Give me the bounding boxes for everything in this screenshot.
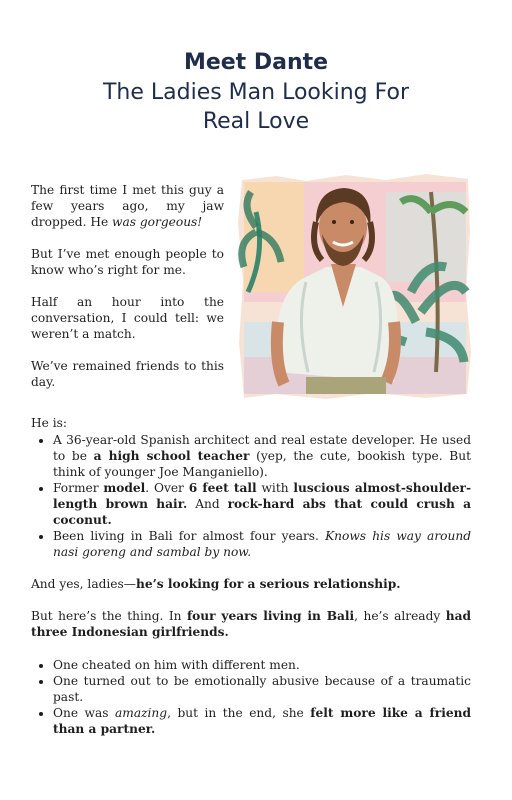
- girlfriend-item-1: • One cheated on him with different men.: [53, 657, 471, 673]
- girlfriend-item-3-bold: felt more like a friend than a partner.: [53, 706, 471, 736]
- he-is-item-1-bold: a high school teacher: [93, 449, 250, 463]
- intro-text: [31, 182, 224, 406]
- main-text: [31, 415, 471, 737]
- he-is-item-2-text-4: And: [187, 497, 228, 511]
- he-is-item-3-italic: Knows his way around nasi goreng and sambal by now.: [53, 529, 471, 559]
- he-is-item-3: [53, 528, 471, 560]
- he-is-item-2-bold-1: model: [103, 481, 146, 495]
- he-is-item-2-bold-4: rock-hard abs that could crush a coconut.: [53, 497, 472, 527]
- girlfriends-list: [31, 657, 471, 737]
- page-subtitle-line1: The Ladies Man Looking For: [102, 80, 410, 105]
- he-is-item-2: [53, 480, 471, 528]
- girlfriend-item-3-italic: amazing: [115, 706, 168, 720]
- girlfriend-item-3-text-2: , but in the end, she: [167, 706, 311, 720]
- he-is-item-1-text-2: (yep, the cute, bookish type. But think of younger Joe Manganiello).: [53, 449, 471, 479]
- spacer: [31, 640, 471, 656]
- he-is-item-2-text-2: . Over: [145, 481, 189, 495]
- he-is-item-3-text: Been living in Bali for almost four years.: [53, 529, 326, 543]
- he-is-item-2-text: Former: [53, 481, 104, 495]
- bali-text: But here’s the thing. In: [31, 609, 187, 623]
- he-is-item-1: [53, 432, 471, 480]
- intro-paragraph-1: [31, 182, 224, 230]
- ladies-bold: he’s looking for a serious relationship.: [135, 577, 401, 591]
- girlfriend-item-3: [53, 705, 471, 737]
- bali-paragraph: [31, 608, 471, 640]
- bali-bold-1: four years living in Bali: [186, 609, 355, 623]
- he-is-item-2-bold-2: 6 feet tall: [188, 481, 257, 495]
- he-is-label: He is:: [31, 416, 67, 430]
- he-is-item-2-text-3: with: [256, 481, 294, 495]
- intro-paragraph-4: We’ve remained friends to this day.: [31, 359, 224, 389]
- intro-paragraph-2: But I’ve met enough people to know who’s right for me.: [31, 247, 224, 277]
- girlfriend-item-2: • One turned out to be emotionally abusive because of a traumatic past.: [53, 673, 471, 705]
- page-subtitle-line2: Real Love: [202, 109, 310, 134]
- intro-p1-italic: was gorgeous!: [112, 215, 203, 229]
- intro-p1-text: The first time I met this guy a few years ago, my jaw dropped. He: [31, 183, 224, 229]
- bali-text-2: , he’s already: [354, 609, 446, 623]
- bali-bold-2: had three Indonesian girlfriends.: [31, 609, 471, 639]
- intro-paragraph-3: Half an hour into the conversation, I could tell: we weren’t a match.: [31, 295, 224, 341]
- he-is-list: [31, 432, 471, 560]
- article-header: [0, 48, 512, 136]
- he-is-item-1-text: A 36-year-old Spanish architect and real estate developer. He used to be: [53, 433, 471, 463]
- portrait-illustration: [236, 172, 472, 400]
- he-is-item-2-bold-3: luscious almost-shoulder-length brown hair.: [53, 481, 472, 511]
- girlfriend-item-3-text: One was: [53, 706, 116, 720]
- ladies-text: And yes, ladies—: [31, 577, 136, 591]
- page-title: Meet Dante: [183, 50, 329, 75]
- watercolor-portrait-man-palms-icon: [236, 172, 472, 400]
- ladies-paragraph: [31, 576, 471, 592]
